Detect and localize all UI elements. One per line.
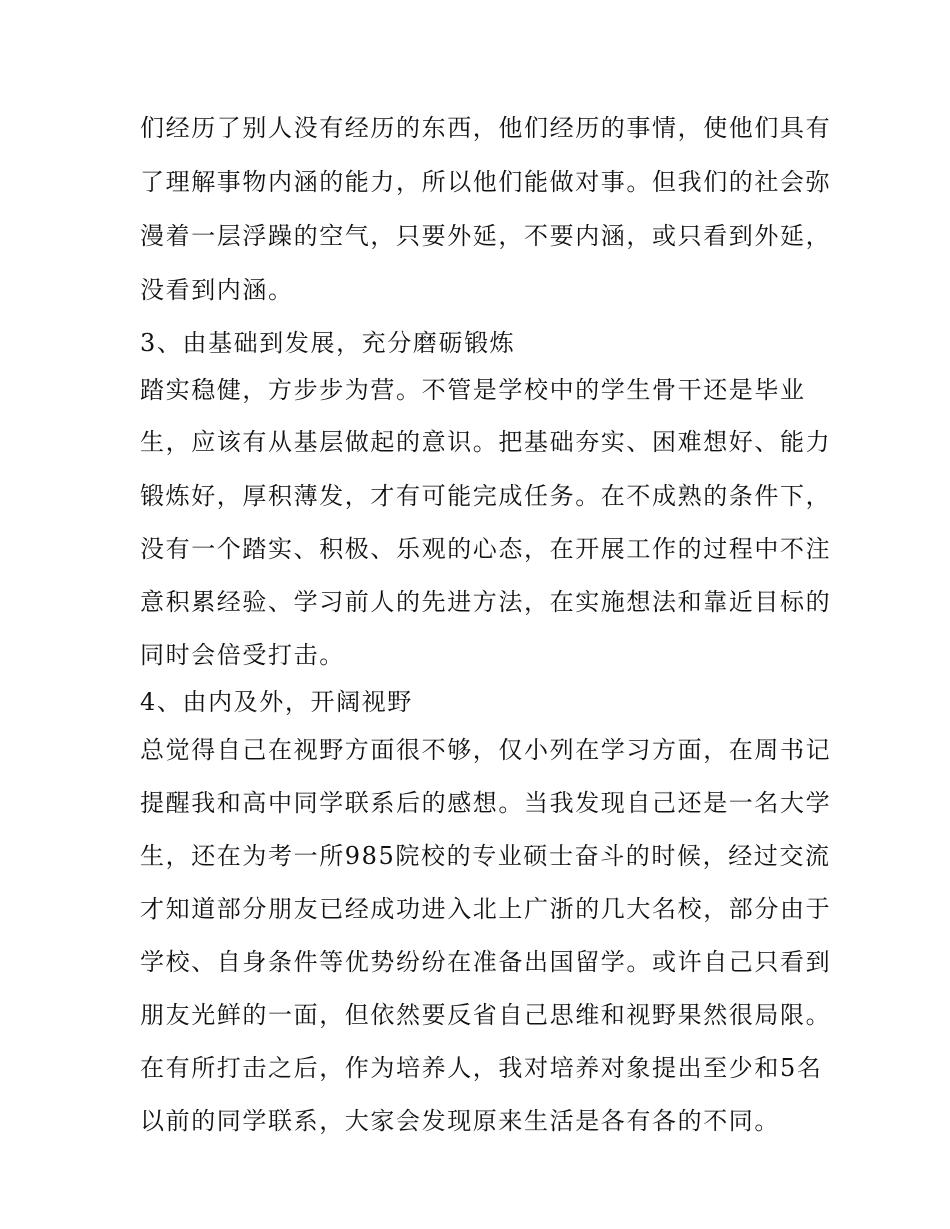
text-line: 意积累经验、学习前人的先进方法，在实施想法和靠近目标的	[140, 588, 832, 616]
text-line: 以前的同学联系，大家会发现原来生活是各有各的不同。	[140, 1107, 780, 1135]
text-line: 没看到内涵。	[140, 276, 294, 304]
text-line: 朋友光鲜的一面，但依然要反省自己思维和视野果然很局限。	[140, 1001, 832, 1029]
text-line: 在有所打击之后，作为培养人，我对培养对象提出至少和5名	[140, 1054, 823, 1082]
text-line: 生，应该有从基层做起的意识。把基础夯实、困难想好、能力	[140, 428, 832, 456]
text-line: 才知道部分朋友已经成功进入北上广浙的几大名校，部分由于	[140, 895, 832, 923]
text-line: 提醒我和高中同学联系后的感想。当我发现自己还是一名大学	[140, 789, 832, 817]
text-line: 同时会倍受打击。	[140, 641, 345, 669]
section-heading: 3、由基础到发展，充分磨砺锻炼	[140, 329, 516, 357]
section-heading: 4、由内及外，开阔视野	[140, 688, 413, 716]
text-line: 学校、自身条件等优势纷纷在准备出国留学。或许自己只看到	[140, 948, 832, 976]
text-line: 们经历了别人没有经历的东西，他们经历的事情，使他们具有	[140, 114, 832, 142]
text-line: 生，还在为考一所985院校的专业硕士奋斗的时候，经过交流	[140, 842, 831, 870]
text-line: 没有一个踏实、积极、乐观的心态，在开展工作的过程中不注	[140, 535, 832, 563]
text-line: 漫着一层浮躁的空气，只要外延，不要内涵，或只看到外延，	[140, 222, 832, 250]
text-line: 了理解事物内涵的能力，所以他们能做对事。但我们的社会弥	[140, 168, 832, 196]
text-line: 锻炼好，厚积薄发，才有可能完成任务。在不成熟的条件下，	[140, 482, 832, 510]
text-line: 总觉得自己在视野方面很不够，仅小列在学习方面，在周书记	[140, 736, 832, 764]
text-line: 踏实稳健，方步步为营。不管是学校中的学生骨干还是毕业	[140, 376, 806, 404]
